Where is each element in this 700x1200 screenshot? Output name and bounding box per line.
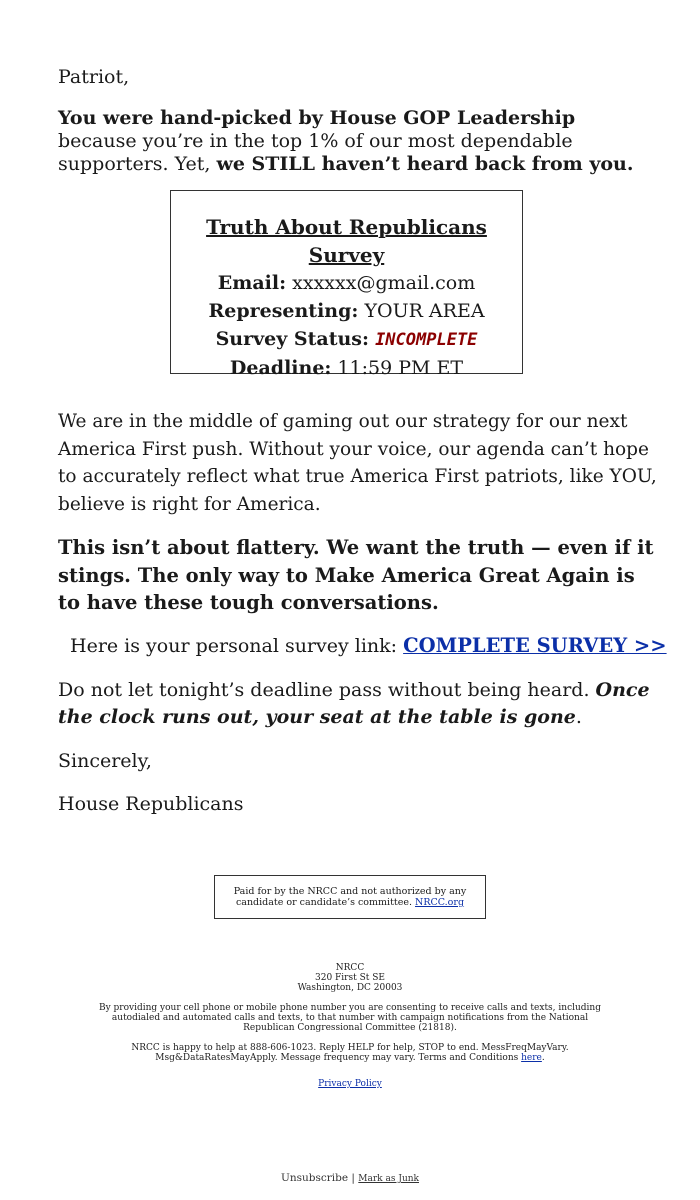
email-label: Email: [217,272,287,294]
mark-as-junk-link[interactable]: Mark as Junk [358,1174,419,1184]
status-value: INCOMPLETE [375,330,478,350]
greeting: Patriot, [58,66,130,88]
complete-survey-link[interactable]: COMPLETE SURVEY >> [403,634,667,657]
disclaimer-text: Paid for by the NRCC and not authorized by any candidate or candidate’s committee. [233,886,467,908]
deadline-emphasis: Once the clock runs out, your seat at the table is gone [58,679,650,728]
truth-paragraph: This isn’t about flattery. We want the truth — even if it stings. The only way to Make America Great Again is to have these tough conversations. [58,536,654,614]
nrcc-link[interactable]: NRCC.org [415,897,465,908]
footer-help [90,1043,610,1063]
unsubscribe-bar [200,1172,500,1184]
email-value: xxxxxx@gmail.com [292,272,476,294]
privacy-policy-link[interactable]: Privacy Policy [318,1079,382,1089]
survey-title: Truth About Republicans Survey [206,215,487,267]
footer-city: Washington, DC 20003 [297,983,403,993]
footer-address [90,963,610,993]
representing-row [171,297,522,325]
status-row [171,325,522,354]
status-label: Survey Status: [215,328,370,350]
survey-link-prefix: Here is your personal survey link: [70,635,404,657]
unsubscribe-link[interactable]: Unsubscribe [281,1172,349,1184]
representing-label: Representing: [208,300,359,322]
deadline-paragraph [58,677,658,731]
separator: | [348,1172,359,1184]
terms-link[interactable]: here [521,1053,542,1063]
help-text: NRCC is happy to help at 888-606-1023. Reply HELP for help, STOP to end. MessFreqMayVary. Msg&DataRatesMayApply. Message frequency may vary. Terms and Conditions [131,1043,569,1063]
representing-value: YOUR AREA [364,300,485,322]
deadline-text: Do not let tonight’s deadline pass without being heard. [58,679,596,701]
intro-bold-2: we STILL haven’t heard back from you. [216,153,634,175]
closing: Sincerely, [58,750,152,772]
deadline-row [171,354,522,382]
intro-bold-1: You were hand-picked by House GOP Leadership [58,107,576,129]
signature: House Republicans [58,793,244,815]
paid-for-disclaimer [214,875,486,919]
survey-info-box [170,190,523,379]
strategy-paragraph: We are in the middle of gaming out our strategy for our next America First push. Without your voice, our agenda can’t hope to accurately reflect what true America First patriots, like YOU, believe is right for America. [58,411,657,515]
help-end: . [541,1053,545,1063]
deadline-end: . [575,706,582,728]
deadline-label: Deadline: [229,357,332,379]
survey-link-line [70,634,667,658]
intro-text: because you’re in the top 1% of our most dependable supporters. Yet, [58,130,573,175]
footer-privacy [90,1079,610,1089]
footer-org: NRCC [335,963,365,973]
footer-street: 320 First St SE [315,973,385,983]
deadline-value: 11:59 PM ET [337,357,464,379]
footer-consent: By providing your cell phone or mobile phone number you are consenting to receive calls and texts, including autodialed and automated calls and texts, to that number with campaign notifications from the National Republican Congressional Committee (21818). [98,1003,601,1033]
email-row [171,269,522,297]
intro-paragraph [58,107,658,176]
